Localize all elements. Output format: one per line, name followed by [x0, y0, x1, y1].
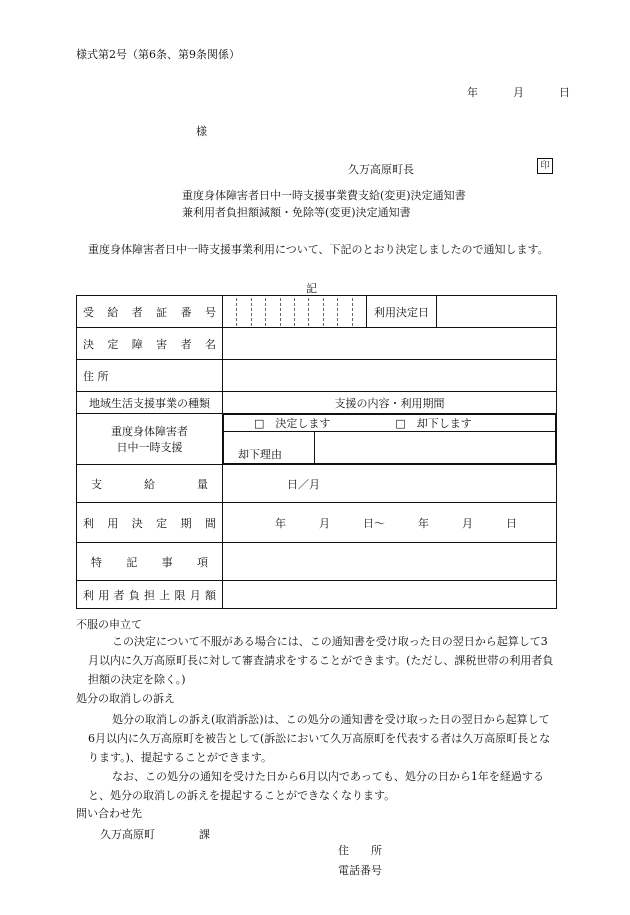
date-line [467, 84, 570, 100]
service-name: 重度身体障害者 日中一時支援 [77, 414, 223, 465]
seal-box: 印 [537, 158, 553, 174]
recipient-number-label: 受 給 者 証 番 号 [77, 296, 223, 328]
lawsuit-text-1: 処分の取消しの訴え(取消訴訟)は、この処分の通知書を受け取った日の翌日から起算して6月以内に久万高原町を被告として(訴訟において久万高原町を代表する者は久万高原町長となります。)、提起することができます。 [88, 713, 551, 764]
limit-value[interactable] [223, 581, 557, 609]
notes-label: 特 記 事 項 [77, 543, 223, 581]
intro-text: 重度身体障害者日中一時支援事業利用について、下記のとおり決定しましたので通知します。 [88, 243, 549, 256]
date-month: 月 [513, 86, 524, 99]
limit-label: 利 用 者 負 担 上 限 月 額 [77, 581, 223, 609]
amount-label: 支 給 量 [77, 465, 223, 503]
service-content-label: 支援の内容・利用期間 [223, 392, 557, 414]
lawsuit-heading: 処分の取消しの訴え [76, 692, 175, 705]
contact-heading: 問い合わせ先 [76, 807, 142, 820]
date-day: 日 [559, 86, 570, 99]
period-value[interactable]: 年 月 日～ 年 月 日 [223, 503, 557, 543]
contact-address: 住 所 [338, 844, 382, 857]
document-title-line2: 兼利用者負担額減額・免除等(変更)決定通知書 [182, 206, 411, 219]
objection-text: この決定について不服がある場合には、この通知書を受け取った日の翌日から起算して3月以内に久万高原町長に対して審査請求をすることができます。(ただし、課税世帯の利用者負担額の決定を除く。) [88, 635, 554, 686]
issuer-name: 久万高原町長 [348, 163, 414, 176]
decided-person-label: 決 定 障 害 者 名 [77, 328, 223, 360]
address-label: 住 所 [77, 360, 223, 392]
decided-person-value[interactable] [223, 328, 557, 360]
decision-date-value[interactable] [437, 296, 557, 328]
period-label: 利 用 決 定 期 間 [77, 503, 223, 543]
reject-reason-value[interactable] [315, 432, 556, 464]
objection-heading: 不服の申立て [76, 618, 142, 631]
contact-phone: 電話番号 [338, 864, 382, 877]
decision-table [76, 295, 557, 609]
recipient-suffix: 様 [196, 125, 207, 138]
contact-org: 久万高原町 課 [100, 828, 210, 841]
decide-checkbox[interactable]: □ 決定します [254, 417, 331, 430]
amount-unit[interactable]: 日／月 [223, 465, 557, 503]
form-number: 様式第2号（第6条、第9条関係） [76, 48, 240, 61]
document-title-line1: 重度身体障害者日中一時支援事業費支給(変更)決定通知書 [182, 189, 466, 202]
lawsuit-text-2: なお、この処分の通知を受けた日から6月以内であっても、処分の日から1年を経過すると、処分の取消しの訴えを提起することができなくなります。 [88, 770, 544, 802]
notes-value[interactable] [223, 543, 557, 581]
ki-label: 記 [306, 282, 317, 295]
recipient-number-cells[interactable] [223, 296, 367, 328]
service-type-label: 地域生活支援事業の種類 [77, 392, 223, 414]
date-year: 年 [467, 86, 478, 99]
address-value[interactable] [223, 360, 557, 392]
reject-reason-label: 却下理由 [224, 432, 315, 464]
reject-checkbox[interactable]: □ 却下します [395, 417, 472, 430]
decision-date-label: 利用決定日 [367, 296, 437, 328]
